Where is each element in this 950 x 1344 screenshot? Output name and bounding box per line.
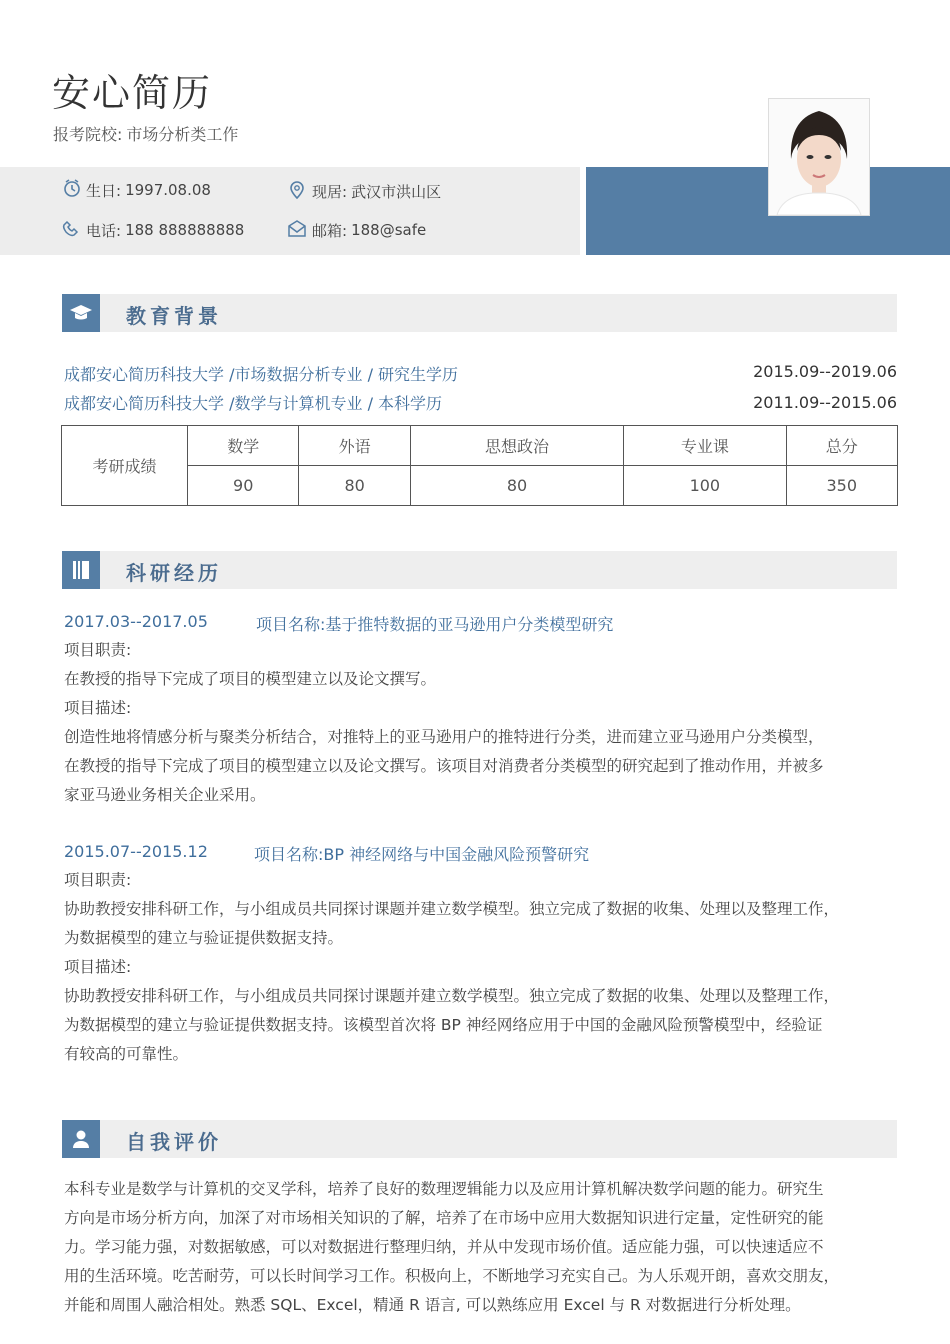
research-title: 科研经历 xyxy=(126,561,222,585)
score-header-math: 数学 xyxy=(188,426,299,466)
project-1-desc-line: 家亚马逊业务相关企业采用。 xyxy=(64,786,266,804)
score-value-politics: 80 xyxy=(410,466,623,506)
project-1-duty: 在教授的指导下完成了项目的模型建立以及论文撰写。 xyxy=(64,670,437,688)
location-pin-icon xyxy=(286,178,312,204)
score-value-total: 350 xyxy=(786,466,897,506)
self-eval-line: 并能和周围人融洽相处。熟悉 SQL、Excel，精通 R 语言, 可以熟练应用 Excel 与 R 对数据进行分析处理。 xyxy=(64,1296,801,1314)
self-eval-line: 用的生活环境。吃苦耐劳，可以长时间学习工作。积极向上，不断地学习充实自己。为人乐观开朗，喜欢交朋友， xyxy=(64,1267,840,1285)
score-header-total: 总分 xyxy=(786,426,897,466)
email-label: 邮箱: xyxy=(312,221,348,240)
project-1-desc-line: 创造性地将情感分析与聚类分析结合，对推特上的亚马逊用户的推特进行分类，进而建立亚马逊用户分类模型， xyxy=(64,728,824,746)
project-2-desc-label: 项目描述: xyxy=(64,958,132,976)
residence-value: 武汉市洪山区 xyxy=(351,182,442,201)
score-value-math: 90 xyxy=(188,466,299,506)
project-2-duty-line: 为数据模型的建立与验证提供数据支持。 xyxy=(64,929,344,947)
phone-value: 188 888888888 xyxy=(125,221,245,239)
book-icon xyxy=(62,551,100,589)
project-1-date: 2017.03--2017.05 xyxy=(64,612,208,631)
project-1-desc-line: 在教授的指导下完成了项目的模型建立以及论文撰写。该项目对消费者分类模型的研究起到了推动作用，并被多 xyxy=(64,757,824,775)
self-eval-header xyxy=(62,1120,897,1158)
education-title: 教育背景 xyxy=(126,304,222,328)
score-header-politics: 思想政治 xyxy=(410,426,623,466)
birth-info xyxy=(62,178,211,202)
residence-label: 现居: xyxy=(312,182,348,201)
project-1-desc-label: 项目描述: xyxy=(64,699,132,717)
score-value-major: 100 xyxy=(624,466,786,506)
project-2-desc-line: 协助教授安排科研工作，与小组成员共同探讨课题并建立数学模型。独立完成了数据的收集、处理以及整理工作， xyxy=(64,987,840,1005)
mail-icon xyxy=(286,218,312,242)
resume-title: 安心简历 xyxy=(52,71,213,115)
score-header-major: 专业课 xyxy=(624,426,786,466)
target-label: 报考院校: xyxy=(53,125,123,144)
project-2-duty-label: 项目职责: xyxy=(64,871,132,889)
education-entry-2: 成都安心简历科技大学 /数学与计算机专业 / 本科学历 xyxy=(64,394,443,413)
research-header xyxy=(62,551,897,589)
score-header-language: 外语 xyxy=(299,426,410,466)
project-2-name: 项目名称:BP 神经网络与中国金融风险预警研究 xyxy=(254,845,590,864)
person-icon xyxy=(62,1120,100,1158)
project-1-name: 项目名称:基于推特数据的亚马逊用户分类模型研究 xyxy=(256,615,614,634)
education-date-2: 2011.09--2015.06 xyxy=(753,393,897,412)
score-table xyxy=(61,425,898,506)
phone-info xyxy=(62,218,244,242)
education-date-1: 2015.09--2019.06 xyxy=(753,362,897,381)
project-2-date: 2015.07--2015.12 xyxy=(64,842,208,861)
birth-value: 1997.08.08 xyxy=(125,181,211,199)
clock-icon xyxy=(62,178,86,202)
project-1-body xyxy=(64,636,896,810)
score-table-label: 考研成绩 xyxy=(62,426,188,506)
score-value-language: 80 xyxy=(299,466,410,506)
phone-label: 电话: xyxy=(86,221,122,240)
project-2-desc-line: 为数据模型的建立与验证提供数据支持。该模型首次将 BP 神经网络应用于中国的金融风险预警模型中，经验证 xyxy=(64,1016,823,1034)
self-eval-line: 力。学习能力强，对数据敏感，可以对数据进行整理归纳，并从中发现市场价值。适应能力强，可以快速适应不 xyxy=(64,1238,824,1256)
self-eval-line: 本科专业是数学与计算机的交叉学科，培养了良好的数理逻辑能力以及应用计算机解决数学问题的能力。研究生 xyxy=(64,1180,824,1198)
target-line xyxy=(53,122,238,145)
project-2-duty-line: 协助教授安排科研工作，与小组成员共同探讨课题并建立数学模型。独立完成了数据的收集、处理以及整理工作， xyxy=(64,900,840,918)
project-2-body xyxy=(64,866,896,1069)
self-eval-title: 自我评价 xyxy=(126,1130,222,1154)
project-1-duty-label: 项目职责: xyxy=(64,641,132,659)
self-eval-body xyxy=(64,1175,896,1320)
education-entry-1: 成都安心简历科技大学 /市场数据分析专业 / 研究生学历 xyxy=(64,365,459,384)
project-2-desc-line: 有较高的可靠性。 xyxy=(64,1045,189,1063)
email-info xyxy=(286,218,426,242)
graduation-cap-icon xyxy=(62,294,100,332)
residence-info xyxy=(286,178,441,204)
profile-photo xyxy=(768,98,870,216)
target-value: 市场分析类工作 xyxy=(126,125,239,144)
self-eval-line: 方向是市场分析方向，加深了对市场相关知识的了解，培养了在市场中应用大数据知识进行定量，定性研究的能 xyxy=(64,1209,824,1227)
email-value: 188@safe xyxy=(351,221,427,239)
birth-label: 生日: xyxy=(86,181,122,200)
education-header xyxy=(62,294,897,332)
phone-icon xyxy=(62,218,86,242)
